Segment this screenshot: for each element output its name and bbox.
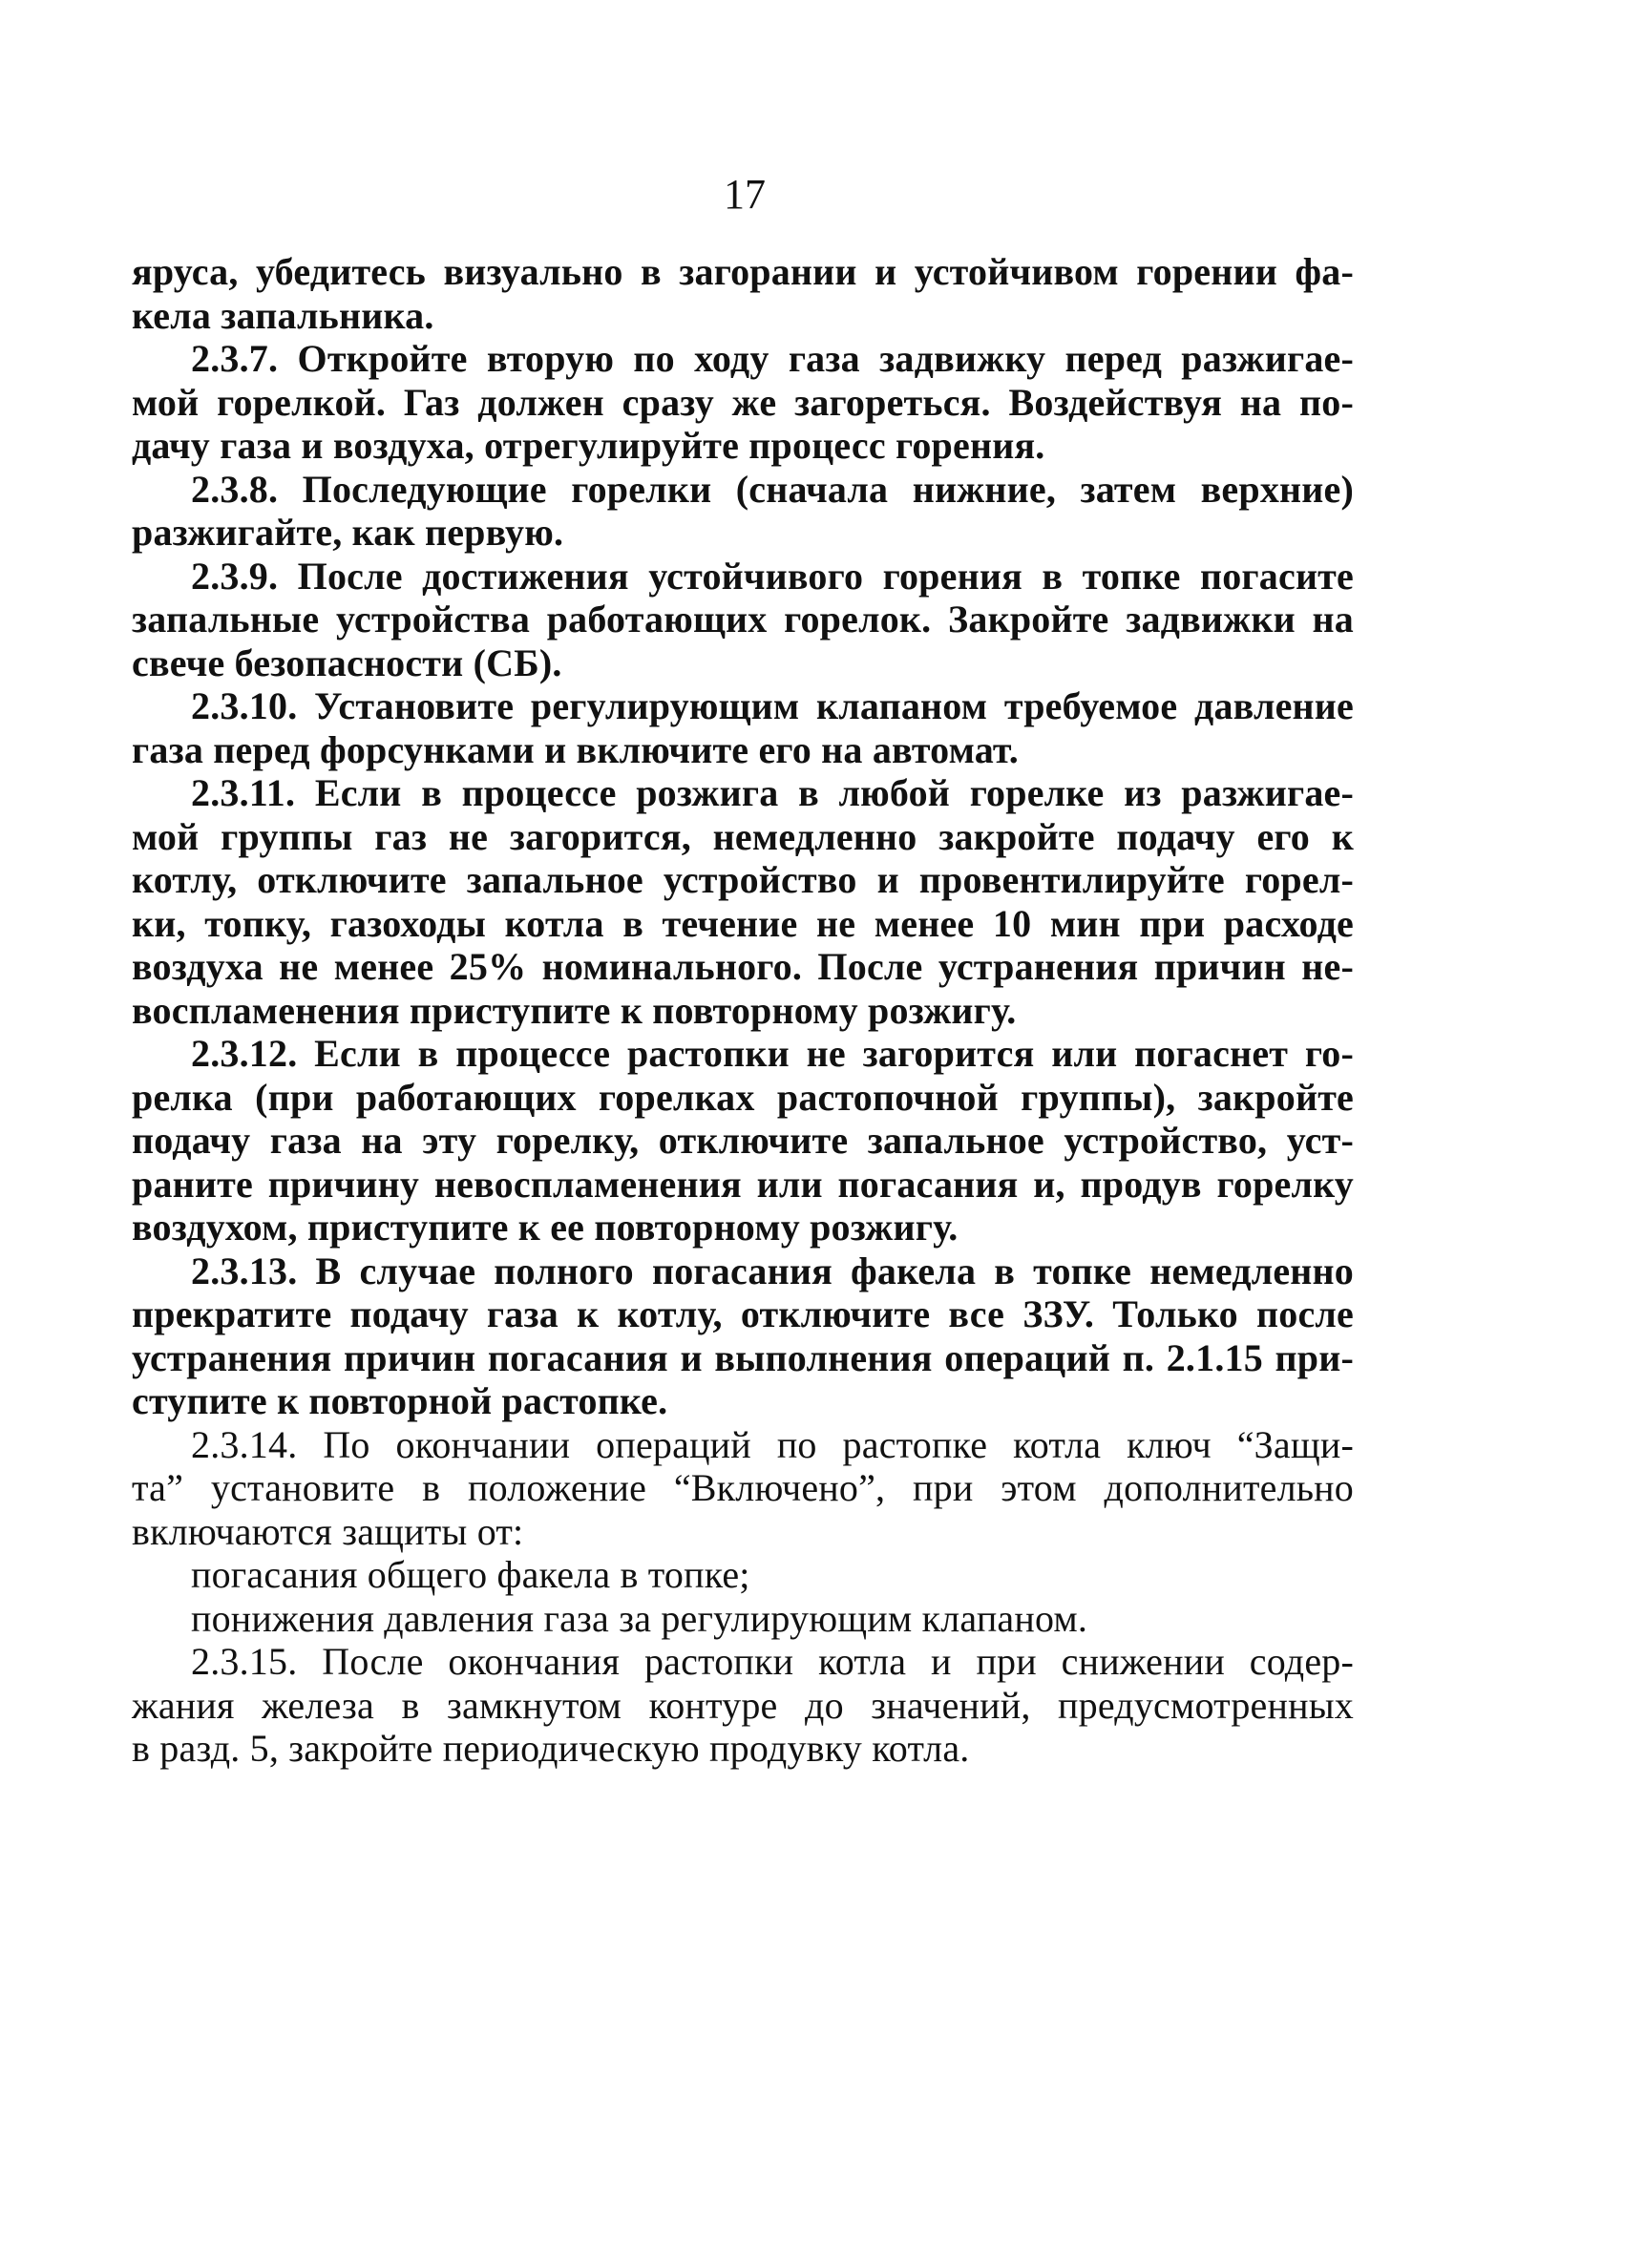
text-line: 2.3.15. После окончания растопки котла и при снижении содер- bbox=[191, 1640, 1354, 1683]
text-line: 2.3.9. После достижения устойчивого горения в топке погасите bbox=[191, 554, 1354, 598]
text-line: 2.3.10. Установите регулирующим клапаном требуемое давление bbox=[191, 684, 1354, 727]
text-line: релка (при работающих горелках растопочной группы), закройте bbox=[132, 1075, 1354, 1119]
text-line: воспламенения приступите к повторному розжигу. bbox=[132, 988, 1017, 1032]
text-line: жания железа в замкнутом контуре до значений, предусмотренных bbox=[132, 1683, 1354, 1727]
text-line: воздухом, приступите к ее повторному розжигу. bbox=[132, 1206, 959, 1249]
text-line: 2.3.13. В случае полного погасания факела в топке немедленно bbox=[191, 1249, 1354, 1292]
text-line: запальные устройства работающих горелок. Закройте задвижки на bbox=[132, 598, 1354, 640]
text-line: воздуха не менее 25% номинального. После устранения причин не- bbox=[132, 945, 1354, 988]
text-line: та” установите в положение “Включено”, при этом дополнительно bbox=[132, 1466, 1354, 1509]
text-line: 2.3.14. По окончании операций по растопке котла ключ “Защи- bbox=[191, 1422, 1354, 1466]
text-line: устранения причин погасания и выполнения операций п. 2.1.15 при- bbox=[132, 1335, 1354, 1379]
text-line: дачу газа и воздуха, отрегулируйте процесс горения. bbox=[132, 424, 1045, 467]
text-line: подачу газа на эту горелку, отключите запальное устройство, уст- bbox=[132, 1119, 1354, 1162]
text-line: кела запальника. bbox=[132, 293, 434, 337]
text-line: мой группы газ не загорится, немедленно закройте подачу его к bbox=[132, 814, 1354, 858]
text-line: ки, топку, газоходы котла в течение не менее 10 мин при расходе bbox=[132, 901, 1354, 945]
text-line: понижения давления газа за регулирующим клапаном. bbox=[191, 1596, 1088, 1640]
text-line: раните причину невоспламенения или погасания и, продув горелку bbox=[132, 1162, 1354, 1206]
text-line: яруса, убедитесь визуально в загорании и устойчивом горении фа- bbox=[132, 250, 1354, 293]
page-number: 17 bbox=[724, 171, 766, 218]
text-line: котлу, отключите запальное устройство и провентилируйте горел- bbox=[132, 858, 1354, 901]
text-line: газа перед форсунками и включите его на автомат. bbox=[132, 727, 1019, 771]
text-line: ступите к повторной растопке. bbox=[132, 1379, 668, 1422]
text-line: свече безопасности (СБ). bbox=[132, 640, 562, 684]
text-line: 2.3.12. Если в процессе растопки не загорится или погаснет го- bbox=[191, 1032, 1354, 1075]
text-line: 2.3.8. Последующие горелки (сначала нижние, затем верхние) bbox=[191, 467, 1354, 511]
text-line: включаются защиты от: bbox=[132, 1509, 524, 1553]
text-line: 2.3.11. Если в процессе розжига в любой горелке из разжигае- bbox=[191, 771, 1354, 814]
text-line: 2.3.7. Откройте вторую по ходу газа задвижку перед разжигае- bbox=[191, 337, 1354, 380]
text-line: разжигайте, как первую. bbox=[132, 511, 564, 554]
text-line: в разд. 5, закройте периодическую продувку котла. bbox=[132, 1727, 970, 1770]
text-line: погасания общего факела в топке; bbox=[191, 1553, 750, 1596]
text-line: прекратите подачу газа к котлу, отключите все ЗЗУ. Только после bbox=[132, 1292, 1354, 1335]
document-body bbox=[132, 250, 1354, 1771]
text-line: мой горелкой. Газ должен сразу же загореться. Воздействуя на по- bbox=[132, 380, 1354, 424]
